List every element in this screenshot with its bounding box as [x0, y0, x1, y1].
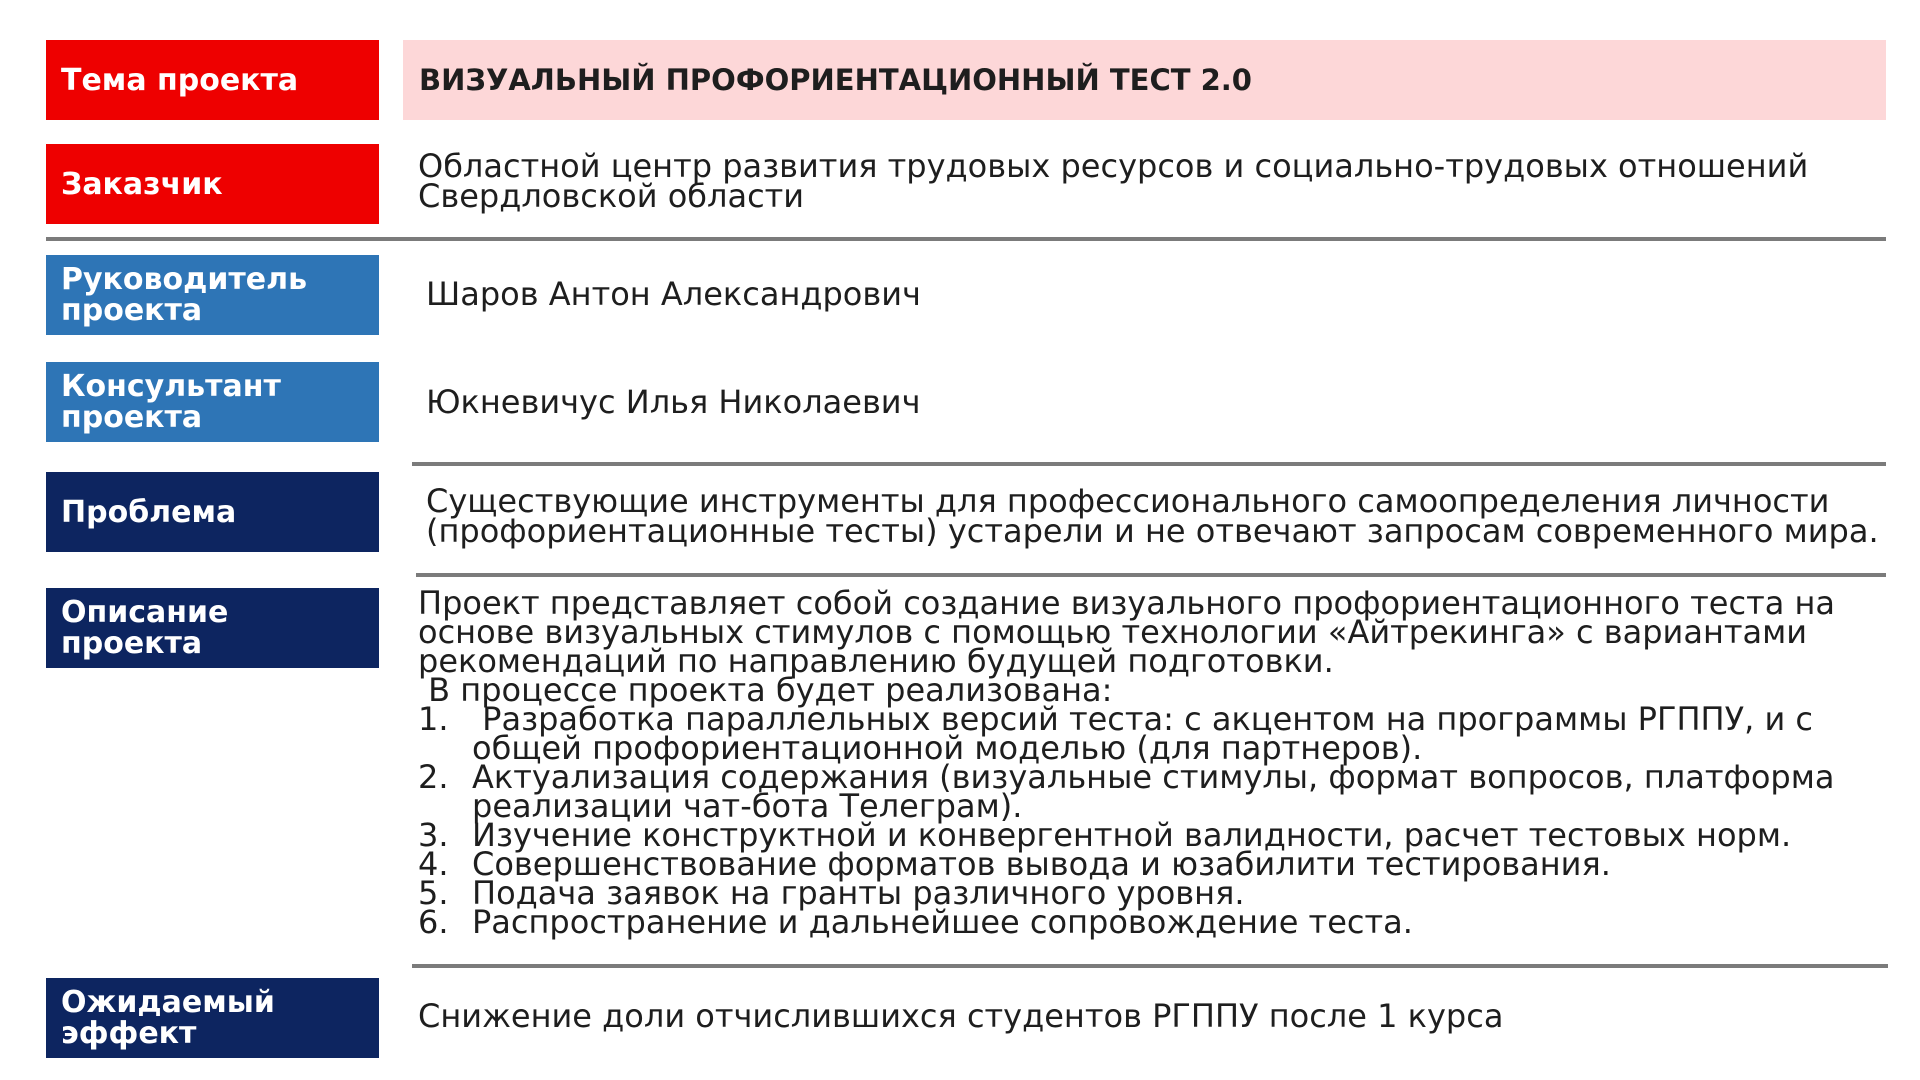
list-item-number: 6.	[418, 903, 449, 941]
label-effect-line-2: эффект	[61, 1016, 197, 1051]
divider-4	[412, 964, 1888, 968]
problem-line-1: Существующие инструменты для профессионального самоопределения личности	[426, 482, 1830, 520]
divider-1	[46, 237, 1886, 241]
list-item-line: Разработка параллельных версий теста: с акцентом на программы РГППУ, и с	[472, 700, 1814, 738]
topic-value: ВИЗУАЛЬНЫЙ ПРОФОРИЕНТАЦИОННЫЙ ТЕСТ 2.0	[419, 63, 1252, 97]
customer-value	[418, 147, 1809, 215]
list-item-number: 1.	[418, 700, 449, 738]
list-item-number: 3.	[418, 816, 449, 854]
label-leader-line-1: Руководитель	[61, 262, 308, 297]
list-item	[418, 758, 1835, 825]
label-topic	[46, 40, 379, 120]
description-intro-2: основе визуальных стимулов с помощью технологии «Айтрекинга» с вариантами	[418, 613, 1808, 651]
description-list	[418, 700, 1835, 941]
label-consultant-text	[61, 371, 281, 433]
label-effect-line-1: Ожидаемый	[61, 985, 275, 1020]
customer-line-1: Областной центр развития трудовых ресурсов и социально-трудовых отношений	[418, 147, 1809, 185]
list-item-line: Подача заявок на гранты различного уровня.	[472, 874, 1245, 912]
label-consultant	[46, 362, 379, 442]
label-effect	[46, 978, 379, 1058]
list-item-number: 4.	[418, 845, 449, 883]
list-item-line: общей профориентационной моделью (для партнеров).	[472, 729, 1423, 767]
effect-value: Снижение доли отчислившихся студентов РГППУ после 1 курса	[418, 997, 1504, 1035]
divider-2	[412, 462, 1886, 466]
list-item-line: Распространение и дальнейшее сопровождение теста.	[472, 903, 1413, 941]
list-item	[418, 903, 1835, 941]
label-leader	[46, 255, 379, 335]
label-leader-line-2: проекта	[61, 293, 203, 328]
label-topic-text: Тема проекта	[61, 62, 299, 98]
problem-line-2: (профориентационные тесты) устарели и не отвечают запросам современного мира.	[426, 512, 1879, 550]
leader-value: Шаров Антон Александрович	[426, 275, 921, 313]
description-intro-3: рекомендаций по направлению будущей подготовки.	[418, 642, 1334, 680]
label-description-line-2: проекта	[61, 626, 203, 661]
consultant-value: Юкневичус Илья Николаевич	[426, 383, 921, 421]
problem-value	[426, 482, 1879, 550]
label-consultant-line-2: проекта	[61, 400, 203, 435]
label-description-text	[61, 597, 228, 659]
list-item-line: Актуализация содержания (визуальные стимулы, формат вопросов, платформа	[472, 758, 1835, 796]
list-item-line: Совершенствование форматов вывода и юзабилити тестирования.	[472, 845, 1611, 883]
label-consultant-line-1: Консультант	[61, 369, 281, 404]
list-item	[418, 700, 1835, 767]
topic-value-box	[403, 40, 1886, 120]
label-effect-text	[61, 987, 275, 1049]
label-description	[46, 588, 379, 668]
list-item-line: реализации чат-бота Телеграм).	[472, 787, 1023, 825]
description-list-header: В процессе проекта будет реализована:	[418, 671, 1113, 709]
list-item-line: Изучение конструктной и конвергентной валидности, расчет тестовых норм.	[472, 816, 1792, 854]
label-customer-text: Заказчик	[61, 166, 223, 202]
label-customer	[46, 144, 379, 224]
divider-3	[416, 573, 1886, 577]
description-value	[418, 584, 1836, 941]
label-problem-text: Проблема	[61, 494, 237, 530]
label-problem	[46, 472, 379, 552]
label-leader-text	[61, 264, 307, 326]
customer-line-2: Свердловской области	[418, 177, 805, 215]
description-intro-1: Проект представляет собой создание визуального профориентационного теста на	[418, 584, 1836, 622]
label-description-line-1: Описание	[61, 595, 229, 630]
list-item-number: 5.	[418, 874, 449, 912]
list-item-number: 2.	[418, 758, 449, 796]
